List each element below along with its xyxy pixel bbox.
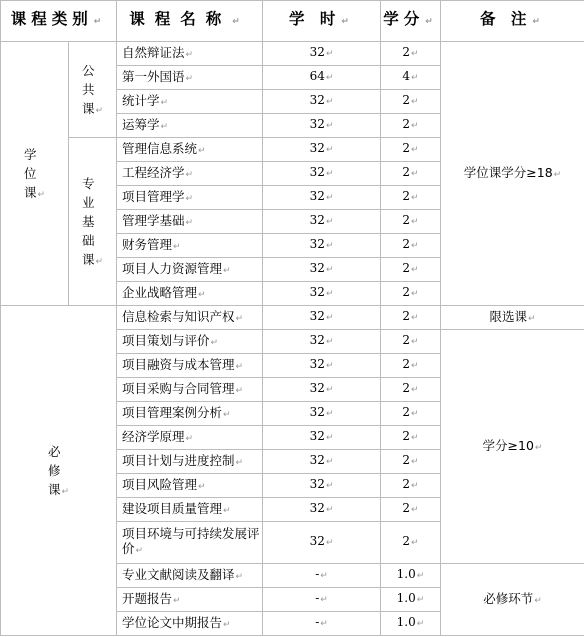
course-hours: 32↵ — [263, 498, 381, 522]
course-credit: 2↵ — [381, 162, 441, 186]
course-credit: 2↵ — [381, 282, 441, 306]
course-hours: 32↵ — [263, 258, 381, 282]
course-hours: 32↵ — [263, 330, 381, 354]
course-name: 管理信息系统↵ — [117, 138, 263, 162]
table-row — [1, 42, 584, 66]
course-credit: 1.0↵ — [381, 564, 441, 588]
course-hours: 32↵ — [263, 306, 381, 330]
course-name: 工程经济学↵ — [117, 162, 263, 186]
course-hours: 32↵ — [263, 186, 381, 210]
course-hours: 32↵ — [263, 378, 381, 402]
course-name: 项目风险管理↵ — [117, 474, 263, 498]
course-hours: 32↵ — [263, 282, 381, 306]
course-hours: 32↵ — [263, 138, 381, 162]
course-credit: 2↵ — [381, 378, 441, 402]
course-name: 运筹学↵ — [117, 114, 263, 138]
subcategory-public: 公 共 课 ↵ — [69, 42, 117, 138]
course-hours: 32↵ — [263, 522, 381, 564]
course-hours: 32↵ — [263, 90, 381, 114]
course-name: 项目策划与评价↵ — [117, 330, 263, 354]
course-name: 项目管理案例分析↵ — [117, 402, 263, 426]
header-hours: 学 时↵ — [263, 1, 381, 42]
note-required-link: 必修环节↵ — [441, 564, 584, 636]
category-degree: 学 位 课 ↵ — [1, 42, 69, 306]
course-credit: 2↵ — [381, 186, 441, 210]
course-credit: 2↵ — [381, 138, 441, 162]
course-credit: 2↵ — [381, 234, 441, 258]
course-hours: -↵ — [263, 588, 381, 612]
course-credit: 2↵ — [381, 450, 441, 474]
course-credit: 4↵ — [381, 66, 441, 90]
course-hours: 64↵ — [263, 66, 381, 90]
course-hours: 32↵ — [263, 234, 381, 258]
course-credit: 1.0↵ — [381, 588, 441, 612]
course-name: 项目计划与进度控制↵ — [117, 450, 263, 474]
course-name: 开题报告↵ — [117, 588, 263, 612]
course-name: 项目采购与合同管理↵ — [117, 378, 263, 402]
course-credit: 2↵ — [381, 258, 441, 282]
course-hours: 32↵ — [263, 162, 381, 186]
course-name: 自然辩证法↵ — [117, 42, 263, 66]
course-name: 经济学原理↵ — [117, 426, 263, 450]
course-name: 项目人力资源管理↵ — [117, 258, 263, 282]
course-name: 第一外国语↵ — [117, 66, 263, 90]
note-elective: 学分≥10↵ — [441, 330, 584, 564]
course-name: 信息检索与知识产权↵ — [117, 306, 263, 330]
course-credit: 2↵ — [381, 474, 441, 498]
course-name: 学位论文中期报告↵ — [117, 612, 263, 636]
course-hours: 32↵ — [263, 42, 381, 66]
course-credit: 2↵ — [381, 306, 441, 330]
note-degree: 学位课学分≥18↵ — [441, 42, 584, 306]
subcategory-specialty: 专 业 基 础 课 ↵ — [69, 138, 117, 306]
course-credit: 2↵ — [381, 522, 441, 564]
course-credit: 2↵ — [381, 330, 441, 354]
course-name: 管理学基础↵ — [117, 210, 263, 234]
course-hours: 32↵ — [263, 210, 381, 234]
course-hours: -↵ — [263, 564, 381, 588]
course-name: 项目管理学↵ — [117, 186, 263, 210]
note-limited: 限选课↵ — [441, 306, 584, 330]
course-credit: 2↵ — [381, 114, 441, 138]
course-hours: 32↵ — [263, 402, 381, 426]
course-hours: 32↵ — [263, 474, 381, 498]
course-credit: 2↵ — [381, 426, 441, 450]
course-hours: 32↵ — [263, 450, 381, 474]
course-hours: 32↵ — [263, 426, 381, 450]
course-credit: 2↵ — [381, 402, 441, 426]
header-row — [1, 1, 584, 42]
course-name: 项目环境与可持续发展评价↵ — [117, 522, 263, 564]
course-hours: 32↵ — [263, 114, 381, 138]
course-credit: 2↵ — [381, 42, 441, 66]
table-row — [1, 306, 584, 330]
course-name: 项目融资与成本管理↵ — [117, 354, 263, 378]
header-credit: 学分↵ — [381, 1, 441, 42]
course-credit: 2↵ — [381, 90, 441, 114]
course-hours: -↵ — [263, 612, 381, 636]
header-course-name: 课程名称↵ — [117, 1, 263, 42]
course-name: 企业战略管理↵ — [117, 282, 263, 306]
header-notes: 备 注↵ — [441, 1, 584, 42]
course-name: 专业文献阅读及翻译↵ — [117, 564, 263, 588]
course-name: 建设项目质量管理↵ — [117, 498, 263, 522]
course-credit: 2↵ — [381, 354, 441, 378]
course-hours: 32↵ — [263, 354, 381, 378]
course-name: 统计学↵ — [117, 90, 263, 114]
course-credit: 2↵ — [381, 498, 441, 522]
course-name: 财务管理↵ — [117, 234, 263, 258]
course-credit: 1.0↵ — [381, 612, 441, 636]
header-category: 课程类别↵ — [1, 1, 117, 42]
category-required: 必 修 课 ↵ — [1, 306, 117, 636]
course-credit: 2↵ — [381, 210, 441, 234]
